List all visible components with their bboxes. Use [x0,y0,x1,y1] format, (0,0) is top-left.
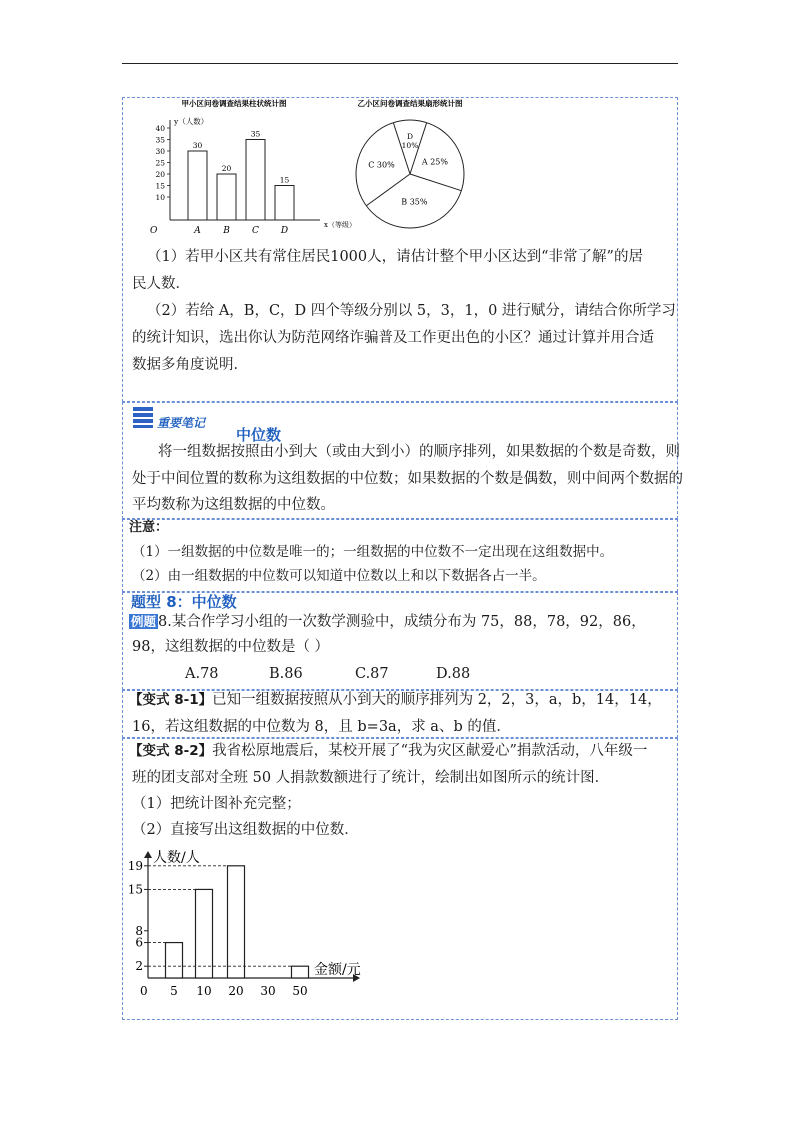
bar-value-label: 15 [279,175,290,185]
attention-item1: （1）一组数据的中位数是唯一的；一组数据的中位数不一定出现在这组数据中。 [132,544,614,560]
type-title: 题型 8：中位数 [131,593,237,611]
pie-label-d: D [406,132,414,141]
q2-line1: （2）若给 A，B，C，D 四个等级分别以 5，3，1，0 进行赋分，请结合你所学习 [147,303,676,319]
y-tick-label: 8 [135,923,143,938]
y-tick-label: 40 [155,124,165,133]
y-axis-arrow [144,851,152,858]
y-tick-label: 15 [127,882,143,897]
option-b: B.86 [269,666,303,682]
x-tick-label: A [194,226,201,236]
notes-icon [133,406,155,428]
variant-8-2-text: 我省松原地震后，某校开展了“我为灾区献爱心”捐款活动，八年级一 [212,743,648,759]
example-tag: 例题 [131,614,157,629]
pie-label-d-percent: 10% [401,141,419,150]
variant-8-2-label: 【变式 8-2】 [129,743,213,759]
y-tick-label: 6 [135,935,143,950]
x-tick-label: C [252,226,259,236]
pie-label-a: A 25% [421,157,449,167]
variant-8-2-line1 [129,742,647,760]
example-text: 8.某合作学习小组的一次数学测验中，成绩分布为 75，88，78，92，86， [158,614,646,630]
bar-value-label: 30 [192,141,203,150]
q1-line2: 民人数． [132,276,190,292]
y-axis-label: 人数/人 [153,850,200,866]
y-tick-label: 20 [155,170,165,179]
header-rule [122,63,678,64]
pie-chart-yi [350,98,510,236]
bar-B [217,174,236,220]
topic-title: 中位数 [236,426,282,444]
origin-label: 0 [140,984,148,998]
variant-8-2-item1: （1）把统计图补充完整； [132,796,301,812]
bar-value-label: 20 [221,164,232,173]
bar-C [246,140,265,221]
y-tick-label: 30 [155,147,165,156]
q2-line3: 数据多角度说明． [132,357,248,373]
pie-label-b: B 35% [401,197,428,207]
variant-8-1-line1 [129,691,662,709]
q1-line1: （1）若甲小区共有常住居民1000人，请估计整个甲小区达到“非常了解”的居 [147,249,643,265]
notes-label: 重要笔记 [157,416,206,430]
variant-8-1-label: 【变式 8-1】 [129,692,213,708]
bar-20 [228,866,245,978]
notes-line2: 处于中间位置的数称为这组数据的中位数；如果数据的个数是偶数，则中间两个数据的 [132,471,683,487]
x-tick-label: 5 [170,984,178,998]
q2-line2: 的统计知识，选出你认为防范网络诈骗普及工作更出色的小区？通过计算并用合适 [132,330,654,346]
variant-8-1-line2: 16，若这组数据的中位数为 8，且 b=3a，求 a、b 的值． [132,719,511,735]
example-line1 [129,613,646,631]
bar-D [275,186,294,221]
y-tick-label: 10 [155,193,165,202]
y-tick-label: 35 [155,135,165,145]
variant-8-2-line2: 班的团支部对全班 50 人捐款数额进行了统计，绘制出如图所示的统计图． [132,770,610,786]
x-tick-label: 50 [292,984,308,998]
option-a: A.78 [185,666,219,682]
y-tick-label: 25 [155,158,165,168]
origin-label: O [150,226,158,236]
option-c: C.87 [355,666,389,682]
pie-label-c: C 30% [368,160,395,170]
bar-10 [196,889,213,978]
notes-line3: 平均数称为这组数据的中位数。 [132,497,335,513]
attention-label: 注意： [129,520,169,535]
donation-bar-chart [128,840,388,1000]
attention-item2: （2）由一组数据的中位数可以知道中位数以上和以下数据各占一半。 [132,568,546,584]
bar-value-label: 35 [250,129,261,139]
option-d: D.88 [436,666,471,682]
variant-8-2-item2: （2）直接写出这组数据的中位数． [132,822,359,838]
x-tick-label: 10 [196,984,212,998]
x-tick-label: 20 [228,984,244,998]
x-tick-label: D [280,226,289,236]
pie-chart-title: 乙小区问卷调查结果扇形统计图 [357,99,463,108]
bar-5 [166,943,183,978]
example-line2: 98，这组数据的中位数是（ ） [132,639,330,655]
x-tick-label: 30 [260,984,276,998]
x-axis-label: 金额/元 [314,962,361,978]
bar-50 [292,966,309,978]
x-tick-label: B [223,226,230,236]
y-axis-label: y（人数） [174,117,209,126]
y-tick-label: 2 [135,959,143,974]
notes-line1: 将一组数据按照由小到大（或由大到小）的顺序排列，如果数据的个数是奇数，则 [158,444,680,460]
variant-8-1-text: 已知一组数据按照从小到大的顺序排列为 2，2，3，a，b，14，14， [212,692,662,708]
bar-chart-title: 甲小区问卷调查结果柱状统计图 [181,99,287,108]
x-axis-label: x（等级） [324,221,356,229]
y-tick-label: 15 [155,181,165,191]
bar-A [188,151,207,220]
y-tick-label: 19 [127,858,143,873]
bar-chart-jia [148,98,356,236]
